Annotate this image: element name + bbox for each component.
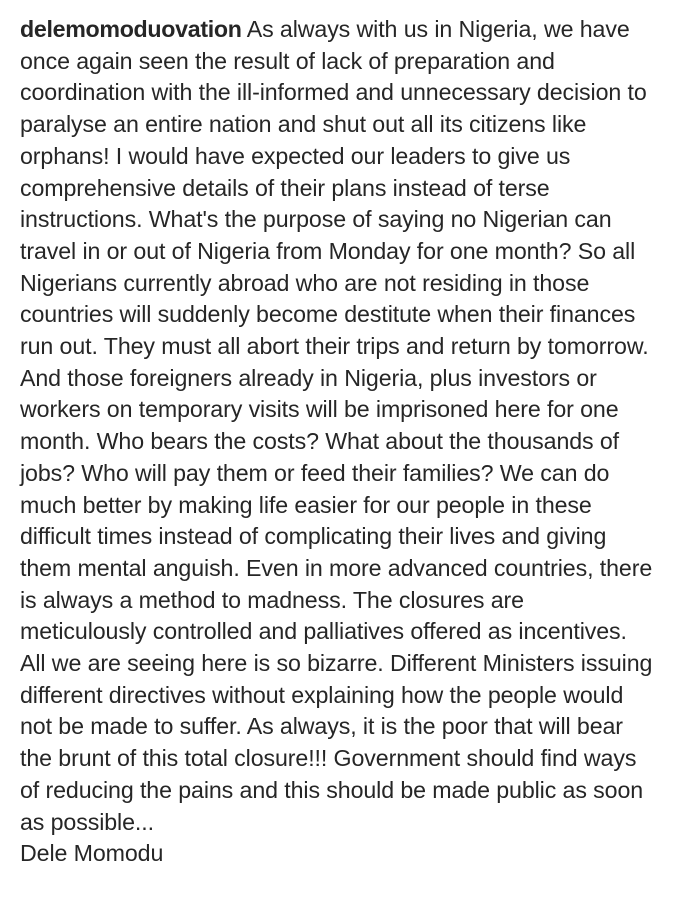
- post-caption: [20, 14, 692, 870]
- caption-line: different directives without explaining how the people would: [20, 681, 624, 708]
- caption-line: the brunt of this total closure!!! Government should find ways: [20, 745, 637, 772]
- caption-line: travel in or out of Nigeria from Monday for one month? So all: [20, 237, 636, 264]
- caption-line-1: [20, 14, 692, 46]
- caption-line: meticulously controlled and palliatives offered as incentives.: [20, 618, 627, 645]
- caption-text: As always with us in Nigeria, we have: [241, 16, 630, 42]
- caption-line: coordination with the ill-informed and unnecessary decision to: [20, 79, 647, 106]
- caption-line: orphans! I would have expected our leaders to give us: [20, 142, 571, 169]
- caption-line: countries will suddenly become destitute when their finances: [20, 301, 636, 328]
- caption-line: once again seen the result of lack of preparation and: [20, 47, 555, 74]
- caption-line: comprehensive details of their plans instead of terse: [20, 174, 550, 201]
- caption-line: of reducing the pains and this should be made public as soon: [20, 776, 644, 803]
- caption-line: workers on temporary visits will be imprisoned here for one: [20, 396, 619, 423]
- caption-line: paralyse an entire nation and shut out all its citizens like: [20, 111, 587, 138]
- caption-line: Nigerians currently abroad who are not residing in those: [20, 269, 590, 296]
- caption-line: not be made to suffer. As always, it is the poor that will bear: [20, 713, 623, 740]
- caption-line: them mental anguish. Even in more advanced countries, there: [20, 554, 653, 581]
- caption-line: difficult times instead of complicating their lives and giving: [20, 523, 607, 550]
- caption-line: jobs? Who will pay them or feed their families? We can do: [20, 459, 610, 486]
- caption-line: much better by making life easier for our people in these: [20, 491, 592, 518]
- caption-line: instructions. What's the purpose of saying no Nigerian can: [20, 206, 612, 233]
- caption-line: as possible...: [20, 808, 154, 835]
- username-link[interactable]: delemomoduovation: [20, 16, 242, 42]
- caption-signature: Dele Momodu: [20, 840, 164, 867]
- caption-line: run out. They must all abort their trips and return by tomorrow.: [20, 333, 649, 360]
- caption-line: month. Who bears the costs? What about the thousands of: [20, 428, 620, 455]
- caption-line: is always a method to madness. The closures are: [20, 586, 524, 613]
- caption-line: And those foreigners already in Nigeria, plus investors or: [20, 364, 597, 391]
- caption-line: All we are seeing here is so bizarre. Different Ministers issuing: [20, 650, 653, 677]
